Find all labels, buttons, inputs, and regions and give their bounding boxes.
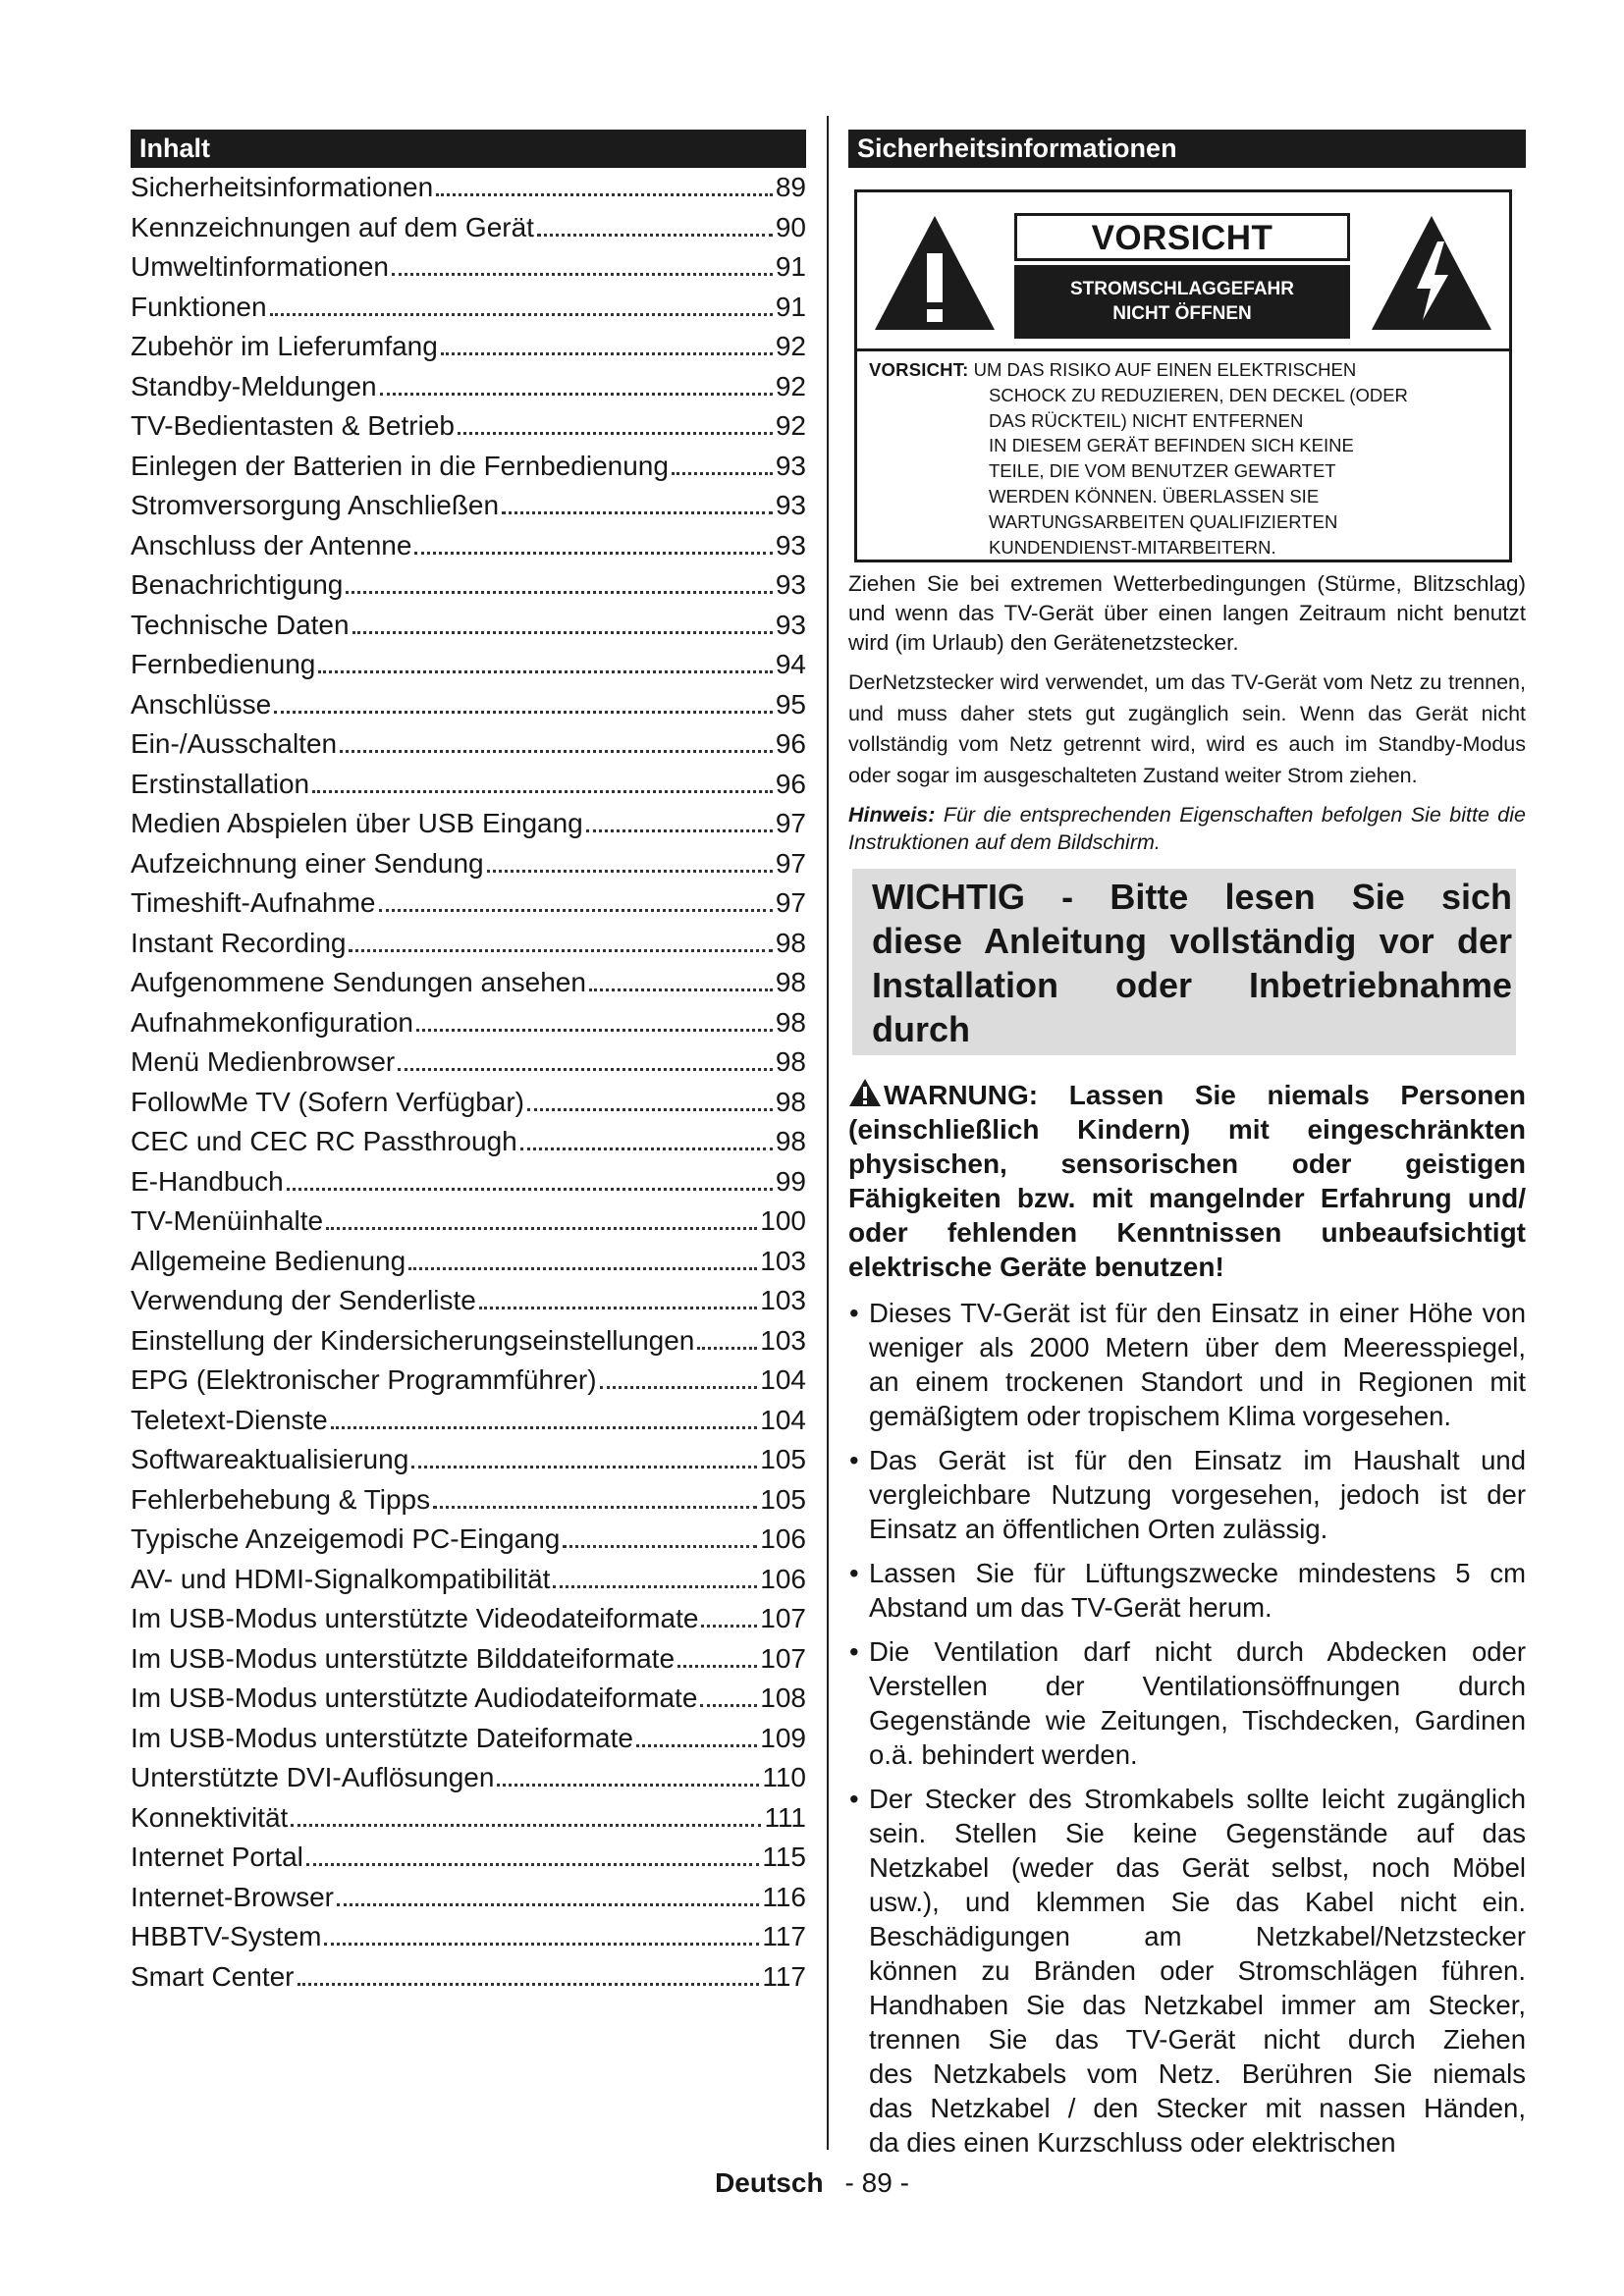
toc-leader-dots: [392, 273, 773, 276]
toc-entry-page: 91: [775, 251, 806, 282]
toc-entry-page: 98: [775, 967, 806, 997]
toc-entry-title: Aufzeichnung einer Sendung: [131, 847, 484, 879]
toc-entry-page: 107: [760, 1642, 806, 1674]
toc-entry-page: 97: [775, 887, 806, 918]
toc-entry: [131, 1639, 806, 1680]
toc-entry: [131, 1480, 806, 1521]
toc-entry-title: Einlegen der Batterien in die Fernbedienung: [131, 450, 669, 481]
toc-entry-page: 89: [775, 172, 806, 202]
page-footer: [0, 2165, 1624, 2201]
safety-bullet-line: Beschädigungen am Netzkabel/Netzstecker: [869, 1921, 1526, 1951]
caution-text-line: [869, 357, 1497, 383]
toc-entry-title: Menü Medienbrowser: [131, 1046, 396, 1077]
toc-leader-dots: [700, 1704, 757, 1707]
toc-entry-page: 107: [760, 1603, 806, 1633]
safety-bullet-line: Der Stecker des Stromkabels sollte leicht zugänglich: [869, 1784, 1526, 1814]
toc-entry-title: Allgemeine Bedienung: [131, 1245, 406, 1276]
toc-entry: [131, 844, 806, 884]
toc-entry: [131, 1003, 806, 1043]
toc-heading: Inhalt: [131, 130, 806, 168]
safety-bullet-line: Lassen Sie für Lüftungszwecke mindestens 5 cm: [869, 1558, 1526, 1588]
warning-line: Fähigkeiten bzw. mit mangelnder Erfahrung und/: [848, 1183, 1526, 1213]
caution-band-line: STROMSCHLAGGEFAHR: [1070, 279, 1294, 299]
toc-entry-title: Kennzeichnungen auf dem Gerät: [131, 211, 534, 242]
toc-entry-title: Teletext-Dienste: [131, 1404, 328, 1435]
safety-bullet-line: Einsatz an öffentlichen Orten zulässig.: [869, 1514, 1328, 1544]
toc-entry-page: 93: [775, 569, 806, 600]
toc-entry-title: Zubehör im Lieferumfang: [131, 331, 438, 361]
toc-entry-page: 91: [775, 291, 806, 322]
toc-entry-title: Unterstützte DVI-Auflösungen: [131, 1762, 495, 1792]
toc-entry: [131, 1242, 806, 1282]
toc-leader-dots: [324, 1943, 759, 1946]
toc-entry: [131, 1560, 806, 1600]
safety-bullet-line: Dieses TV-Gerät ist für den Einsatz in einer Höhe von: [869, 1298, 1526, 1328]
toc-entry: [131, 1083, 806, 1123]
toc-entry-page: 110: [762, 1762, 806, 1792]
toc-leader-dots: [298, 1983, 760, 1986]
safety-bullet-line: das Netzkabel / den Stecker mit nassen Händen,: [869, 2093, 1526, 2123]
toc-entry-title: Im USB-Modus unterstützte Audiodateiformate: [131, 1682, 698, 1713]
toc-entry: [131, 1281, 806, 1321]
toc-entry-title: Stromversorgung Anschließen: [131, 490, 500, 520]
mains-plug-paragraph: DerNetzstecker wird verwendet, um das TV-Gerät vom Netz zu trennen, und muss daher stets gut zugänglich sein. Wenn das Gerät nicht vollständig vom Netz getrennt wird, wird es auch im Standby-Modus oder sogar im ausgeschalteten Zustand weiter Strom ziehen.: [848, 670, 1526, 787]
column-divider: [827, 116, 829, 2150]
safety-bullet-line: an einem trockenen Standort und in Regionen mit: [869, 1366, 1526, 1397]
toc-entry: [131, 288, 806, 328]
safety-bullet-line: gemäßigtem oder tropischem Klima vorgesehen.: [869, 1401, 1452, 1431]
toc-leader-dots: [563, 1545, 757, 1548]
toc-leader-dots: [697, 1347, 757, 1350]
safety-bullet: [848, 1634, 1526, 1772]
warning-triangle-icon: [848, 1078, 882, 1107]
toc-entry: [131, 1758, 806, 1798]
toc-entry-page: 98: [775, 1046, 806, 1077]
toc-entry-title: Technische Daten: [131, 609, 350, 640]
toc-leader-dots: [479, 1307, 757, 1309]
caution-text-line: WARTUNGSARBEITEN QUALIFIZIERTEN: [989, 510, 1338, 532]
toc-entry-page: 97: [775, 847, 806, 879]
toc-entry-title: Ein-/Ausschalten: [131, 728, 338, 759]
toc-entry-title: Anschlüsse: [131, 688, 272, 720]
toc-entry-title: Standby-Meldungen: [131, 370, 377, 401]
toc-entry-page: 94: [775, 649, 806, 679]
caution-band-line: NICHT ÖFFNEN: [1112, 303, 1252, 324]
toc-entry-page: 93: [775, 490, 806, 520]
toc-entry-title: Aufgenommene Sendungen ansehen: [131, 967, 586, 997]
toc-entry-title: Smart Center: [131, 1960, 295, 1992]
warning-line: oder fehlenden Kenntnissen unbeaufsichtigt: [848, 1217, 1526, 1248]
toc-entry-page: 93: [775, 450, 806, 481]
toc-entry-title: Konnektivität: [131, 1801, 289, 1833]
toc-entry-page: 103: [760, 1245, 806, 1276]
toc-leader-dots: [487, 870, 773, 873]
caution-text-line: TEILE, DIE VOM BENUTZER GEWARTET: [989, 460, 1336, 482]
toc-entry: [131, 327, 806, 367]
toc-leader-dots: [441, 352, 773, 355]
toc-leader-dots: [537, 234, 773, 237]
toc-entry-page: 96: [775, 728, 806, 759]
toc-leader-dots: [274, 711, 773, 714]
important-line: Installation oder Inbetriebnahme durch: [872, 965, 1512, 1049]
toc-entry-page: 97: [775, 808, 806, 838]
toc-leader-dots: [398, 1068, 773, 1071]
toc-entry-title: Instant Recording: [131, 927, 347, 958]
note-text: Für die entsprechenden Eigenschaften befolgen Sie bitte die Instruktionen auf dem Bildschirm.: [848, 803, 1526, 854]
toc-entry: [131, 1440, 806, 1480]
toc-entry: [131, 1321, 806, 1362]
caution-text-line: IN DIESEM GERÄT BEFINDEN SICH KEINE: [989, 435, 1354, 456]
toc-entry-page: 95: [775, 688, 806, 720]
toc-entry: [131, 606, 806, 646]
toc-entry: [131, 1878, 806, 1918]
toc-entry-title: TV-Menüinhalte: [131, 1205, 324, 1236]
toc-entry: [131, 367, 806, 407]
toc-leader-dots: [349, 949, 772, 952]
safety-bullet-line: Verstellen der Ventilationsöffnungen durch: [869, 1671, 1526, 1701]
warning-line: (einschließlich Kindern) mit eingeschränkten: [848, 1114, 1526, 1145]
toc-entry-title: AV- und HDMI-Signalkompatibilität: [131, 1563, 551, 1594]
toc-entry-page: 98: [775, 1006, 806, 1038]
toc-entry: [131, 765, 806, 805]
toc-entry-title: Medien Abspielen über USB Eingang: [131, 808, 583, 838]
toc-entry-title: Verwendung der Senderliste: [131, 1285, 476, 1315]
toc-entry-title: Erstinstallation: [131, 768, 310, 799]
footer-language: Deutsch: [715, 2167, 824, 2198]
toc-entry-title: HBBTV-System: [131, 1921, 322, 1951]
toc-leader-dots: [600, 1386, 758, 1389]
toc-leader-dots: [672, 472, 773, 475]
toc-leader-dots: [520, 1148, 773, 1150]
toc-entry-title: Funktionen: [131, 291, 267, 322]
toc-entry-title: Softwareaktualisierung: [131, 1444, 409, 1474]
toc-leader-dots: [408, 1267, 757, 1270]
toc-entry-page: 117: [762, 1960, 806, 1992]
important-notice: [852, 869, 1516, 1055]
toc-leader-dots: [379, 909, 773, 912]
safety-section: [848, 130, 1526, 2169]
toc-entry: [131, 486, 806, 526]
toc-entry-page: 115: [762, 1842, 806, 1872]
caution-text-line-text: UM DAS RISIKO AUF EINEN ELEKTRISCHEN: [973, 359, 1357, 380]
safety-bullet-line: weniger als 2000 Metern über dem Meeresspiegel,: [869, 1332, 1526, 1362]
toc-entry-title: EPG (Elektronischer Programmführer): [131, 1364, 597, 1395]
safety-bullet-line: usw.), und klemmen Sie das Kabel nicht ein.: [869, 1887, 1526, 1917]
toc-entry-page: 111: [764, 1801, 806, 1833]
safety-bullet: [848, 1782, 1526, 2160]
toc-entry-title: Im USB-Modus unterstützte Bilddateiformate: [131, 1642, 676, 1674]
toc-leader-dots: [318, 670, 772, 673]
page-number: - 89 -: [844, 2167, 909, 2198]
toc-entry-title: TV-Bedientasten & Betrieb: [131, 410, 455, 441]
toc-entry-title: Einstellung der Kindersicherungseinstellungen: [131, 1324, 695, 1356]
toc-entry-page: 98: [775, 1126, 806, 1156]
caution-text-label: VORSICHT:: [869, 359, 969, 380]
bullet-dot-icon: •: [849, 1445, 859, 1475]
toc-entry-page: 109: [760, 1722, 806, 1753]
toc-entry-title: Fernbedienung: [131, 649, 316, 679]
toc-entry: [131, 1917, 806, 1957]
toc-entry-page: 104: [760, 1364, 806, 1395]
toc-leader-dots: [502, 511, 773, 514]
toc-entry-page: 100: [760, 1205, 806, 1236]
bullet-dot-icon: •: [849, 1558, 859, 1588]
important-line: diese Anleitung vollständig vor der: [872, 921, 1512, 961]
toc-entry: [131, 1719, 806, 1759]
toc-leader-dots: [586, 829, 773, 832]
toc-leader-dots: [337, 1903, 759, 1906]
toc-entry-page: 92: [775, 331, 806, 361]
caution-text-line: WERDEN KÖNNEN. ÜBERLASSEN SIE: [989, 485, 1320, 507]
toc-entry: [131, 1520, 806, 1560]
safety-bullet-line: Netzkabel (weder das Gerät selbst, noch Möbel: [869, 1852, 1526, 1883]
note-label: Hinweis:: [848, 803, 936, 827]
toc-entry-page: 106: [760, 1563, 806, 1594]
toc-entry-page: 92: [775, 370, 806, 401]
toc-entry: [131, 1122, 806, 1162]
toc-entry-page: 96: [775, 768, 806, 799]
warning-line: physischen, sensorischen oder geistigen: [848, 1148, 1526, 1179]
toc-entry-page: 93: [775, 529, 806, 561]
toc-entry: [131, 1361, 806, 1401]
toc-entry: [131, 963, 806, 1003]
toc-leader-dots: [433, 1506, 757, 1509]
toc-entry-page: 98: [775, 927, 806, 958]
safety-bullet-line: Gegenstände wie Zeitungen, Tischdecken, Gardinen: [869, 1705, 1526, 1735]
caution-text-line: SCHOCK ZU REDUZIEREN, DEN DECKEL (ODER: [989, 384, 1408, 405]
warning-line-text: WARNUNG: Lassen Sie niemals Personen: [884, 1080, 1526, 1110]
toc-entry: [131, 1162, 806, 1202]
toc-entry: [131, 168, 806, 208]
toc-entry: [131, 406, 806, 447]
safety-bullet-line: Die Ventilation darf nicht durch Abdecken oder: [869, 1636, 1526, 1667]
safety-bullet-line: des Netzkabels vom Netz. Berühren Sie niemals: [869, 2058, 1526, 2089]
caution-box: [854, 189, 1512, 562]
note-paragraph: [848, 801, 1526, 856]
safety-bullet-line: trennen Sie das TV-Gerät nicht durch Ziehen: [869, 2024, 1526, 2055]
toc-entry-title: Internet-Browser: [131, 1881, 334, 1912]
toc-entry: [131, 1679, 806, 1719]
toc-entry: [131, 1798, 806, 1839]
warning-block: [848, 1078, 1526, 1284]
toc-entry-title: Im USB-Modus unterstützte Dateiformate: [131, 1722, 633, 1753]
toc-leader-dots: [270, 313, 773, 316]
toc-leader-dots: [346, 591, 772, 594]
toc-leader-dots: [458, 432, 773, 435]
safety-bullet-line: Das Gerät ist für den Einsatz im Haushalt und: [869, 1445, 1526, 1475]
toc-entry: [131, 1042, 806, 1083]
toc-entry-title: Fehlerbehebung & Tipps: [131, 1483, 431, 1515]
toc-entry-title: Umweltinformationen: [131, 251, 389, 282]
toc-entry-page: 116: [762, 1881, 806, 1912]
toc-leader-dots: [340, 750, 773, 753]
toc-entry: [131, 208, 806, 248]
caution-band: [1014, 265, 1350, 339]
toc-entry-page: 106: [760, 1523, 806, 1554]
toc-leader-dots: [414, 552, 772, 555]
toc-list: [131, 168, 806, 1997]
toc-entry: [131, 883, 806, 924]
caution-box-top: [857, 192, 1509, 351]
toc-leader-dots: [553, 1585, 757, 1588]
toc-entry: [131, 685, 806, 725]
toc-leader-dots: [306, 1863, 759, 1866]
toc-leader-dots: [380, 393, 773, 396]
bullet-dot-icon: •: [849, 1636, 859, 1667]
toc-entry: [131, 447, 806, 487]
table-of-contents: [131, 130, 806, 1997]
toc-entry-page: 93: [775, 609, 806, 640]
toc-entry-title: Benachrichtigung: [131, 569, 344, 600]
toc-entry: [131, 804, 806, 844]
toc-entry-title: Timeshift-Aufnahme: [131, 887, 376, 918]
toc-entry-title: FollowMe TV (Sofern Verfügbar): [131, 1086, 524, 1117]
toc-entry-page: 90: [775, 211, 806, 242]
warning-line: [848, 1078, 1526, 1112]
toc-entry: [131, 1401, 806, 1441]
toc-entry-page: 117: [762, 1921, 806, 1951]
caution-text-line: DAS RÜCKTEIL) NICHT ENTFERNEN: [989, 409, 1304, 431]
toc-entry-title: Aufnahmekonfiguration: [131, 1006, 413, 1038]
toc-leader-dots: [527, 1108, 773, 1111]
toc-leader-dots: [312, 790, 773, 793]
toc-leader-dots: [331, 1426, 758, 1429]
important-line: WICHTIG - Bitte lesen Sie sich: [872, 877, 1512, 917]
bullet-dot-icon: •: [849, 1298, 859, 1328]
toc-entry: [131, 1201, 806, 1242]
caution-text-line: KUNDENDIENST-MITARBEITERN.: [989, 536, 1276, 558]
toc-entry: [131, 247, 806, 288]
toc-entry-title: CEC und CEC RC Passthrough: [131, 1126, 517, 1156]
safety-bullet: [848, 1443, 1526, 1546]
safety-bullet-line: Abstand um das TV-Gerät herum.: [869, 1592, 1272, 1623]
safety-bullet-line: da dies einen Kurzschluss oder elektrischen: [869, 2127, 1396, 2158]
bullet-dot-icon: •: [849, 1784, 859, 1814]
toc-leader-dots: [326, 1227, 757, 1230]
toc-entry-page: 103: [760, 1285, 806, 1315]
safety-bullet: [848, 1296, 1526, 1433]
toc-entry-page: 92: [775, 410, 806, 441]
toc-entry: [131, 724, 806, 765]
toc-entry-page: 98: [775, 1086, 806, 1117]
toc-entry: [131, 1957, 806, 1998]
caution-text: [869, 357, 1497, 560]
toc-entry-page: 105: [760, 1444, 806, 1474]
toc-entry: [131, 1838, 806, 1878]
safety-bullet: [848, 1556, 1526, 1625]
toc-leader-dots: [411, 1466, 757, 1468]
toc-entry-page: 105: [760, 1483, 806, 1515]
toc-leader-dots: [701, 1625, 757, 1628]
toc-leader-dots: [291, 1824, 761, 1827]
toc-entry-page: 108: [760, 1682, 806, 1713]
toc-entry: [131, 645, 806, 685]
toc-entry: [131, 565, 806, 606]
lightning-bolt-icon: [1368, 212, 1495, 334]
safety-bullet-list: [848, 1296, 1526, 2160]
toc-entry-title: Typische Anzeigemodi PC-Eingang: [131, 1523, 561, 1554]
caution-title: VORSICHT: [1014, 213, 1350, 261]
toc-entry-title: Im USB-Modus unterstützte Videodateiformate: [131, 1603, 699, 1633]
caution-label: [1014, 213, 1350, 339]
toc-leader-dots: [636, 1744, 757, 1747]
warning-line: elektrische Geräte benutzen!: [848, 1252, 1224, 1282]
toc-entry-page: 103: [760, 1324, 806, 1356]
weather-paragraph: Ziehen Sie bei extremen Wetterbedingungen (Stürme, Blitzschlag) und wenn das TV-Gerät über einen langen Zeitraum nicht benutzt wird (im Urlaub) den Gerätenetzstecker.: [848, 571, 1526, 655]
toc-leader-dots: [497, 1784, 759, 1787]
toc-entry-page: 99: [775, 1165, 806, 1197]
safety-heading: Sicherheitsinformationen: [848, 130, 1526, 168]
safety-bullet-line: sein. Stellen Sie keine Gegenstände auf das: [869, 1818, 1526, 1848]
toc-leader-dots: [677, 1665, 757, 1668]
safety-bullet-line: vergleichbare Nutzung vorgesehen, jedoch ist der: [869, 1479, 1526, 1510]
toc-entry-page: 104: [760, 1404, 806, 1435]
exclamation-warning-icon: [871, 212, 999, 334]
toc-entry-title: Anschluss der Antenne: [131, 529, 412, 561]
toc-entry-title: Internet Portal: [131, 1842, 303, 1872]
toc-entry-title: E-Handbuch: [131, 1165, 284, 1197]
toc-leader-dots: [287, 1188, 773, 1191]
safety-bullet-line: können zu Bränden oder Stromschlägen führen.: [869, 1955, 1526, 1986]
toc-leader-dots: [589, 988, 773, 991]
toc-entry: [131, 924, 806, 964]
toc-entry: [131, 526, 806, 566]
safety-bullet-line: Handhaben Sie das Netzkabel immer am Stecker,: [869, 1990, 1526, 2020]
toc-leader-dots: [352, 631, 773, 634]
toc-leader-dots: [436, 193, 773, 196]
toc-entry-title: Sicherheitsinformationen: [131, 172, 434, 202]
toc-entry: [131, 1599, 806, 1639]
safety-bullet-line: o.ä. behindert werden.: [869, 1739, 1138, 1770]
toc-leader-dots: [416, 1029, 773, 1032]
